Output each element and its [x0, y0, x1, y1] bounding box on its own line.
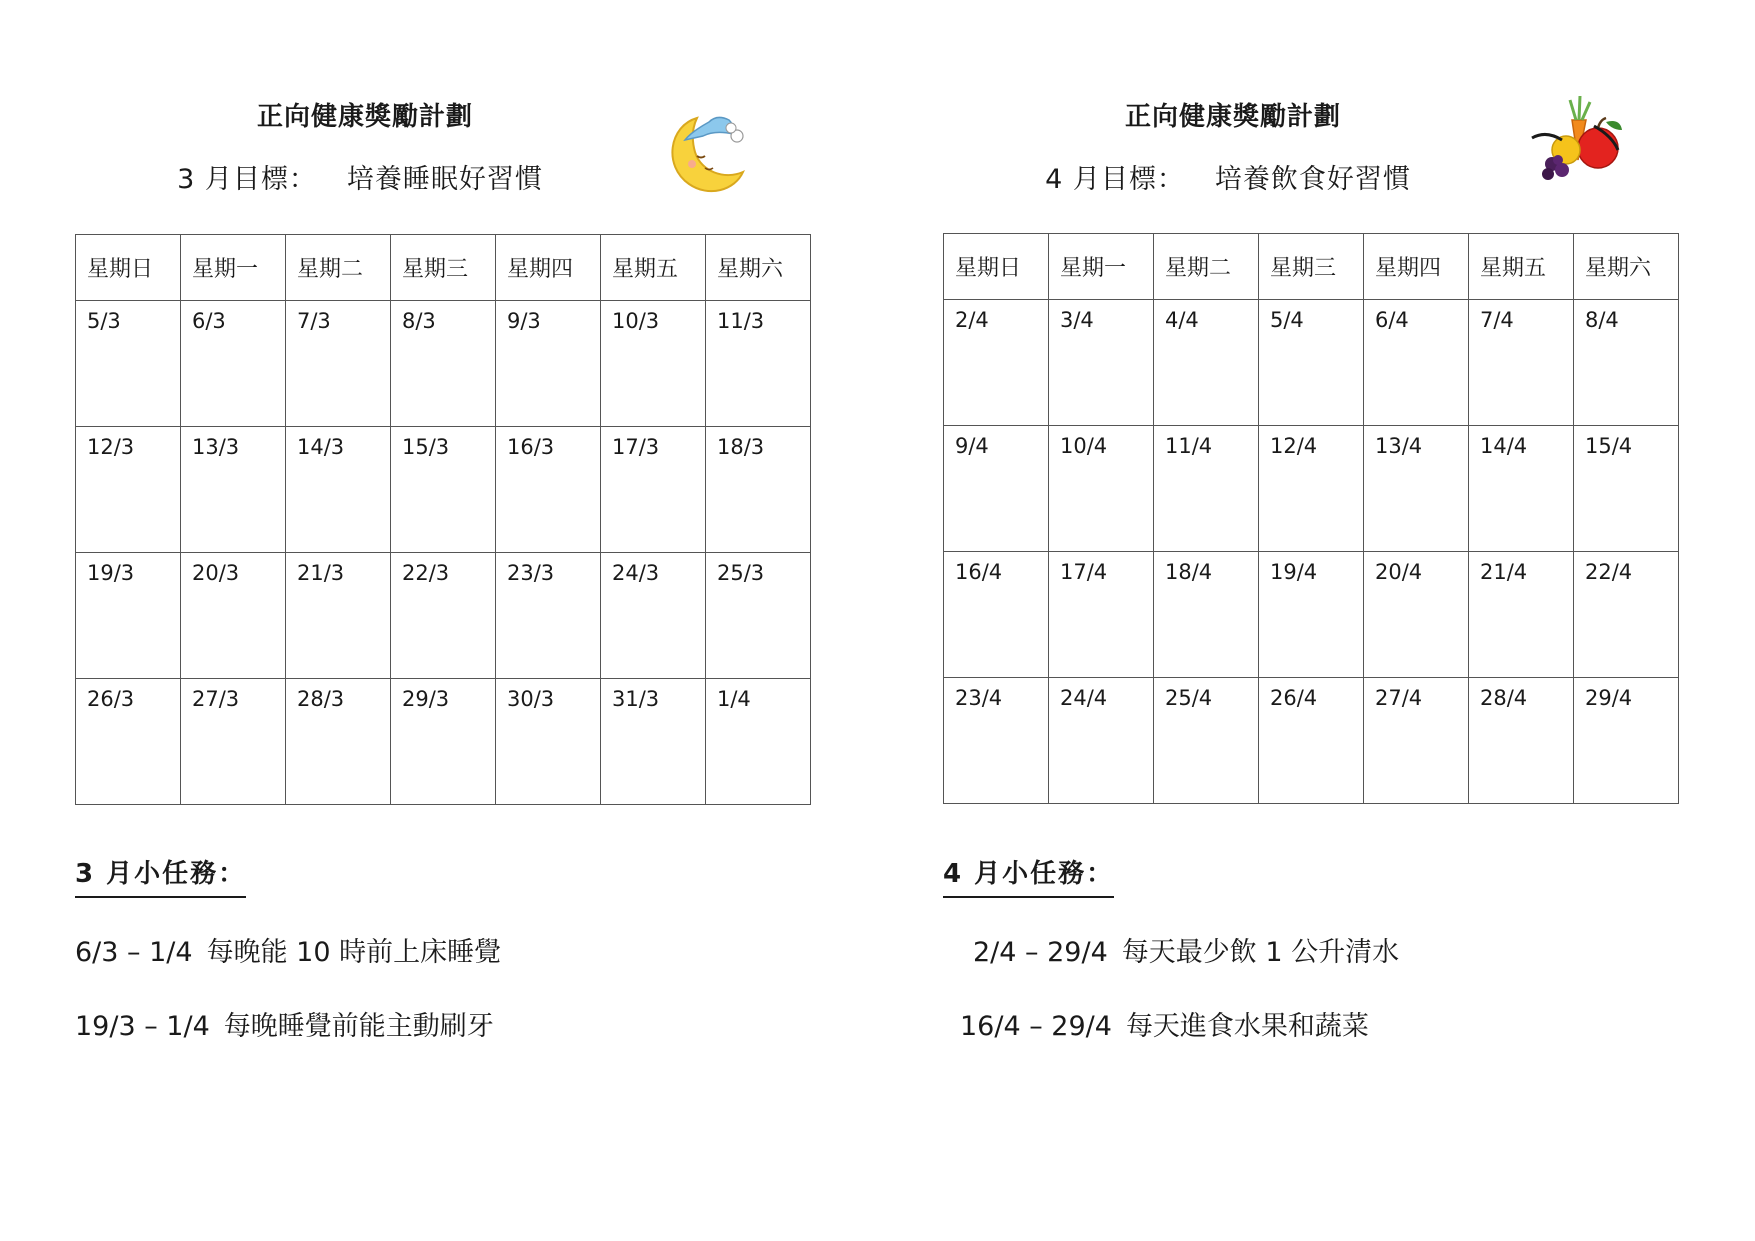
mini-task-item: [960, 1004, 1369, 1043]
date-cell: 24/4: [1049, 678, 1154, 804]
date-cell: 21/4: [1469, 552, 1574, 678]
date-cell: 13/3: [181, 427, 286, 553]
date-cell: 5/4: [1259, 300, 1364, 426]
date-cell: 4/4: [1154, 300, 1259, 426]
date-cell: 15/3: [391, 427, 496, 553]
date-cell: 20/4: [1364, 552, 1469, 678]
weekday-wed: 星期三: [391, 235, 496, 301]
week-row: [76, 553, 811, 679]
date-cell: 17/4: [1049, 552, 1154, 678]
weekday-mon: 星期一: [181, 235, 286, 301]
date-cell: 24/3: [601, 553, 706, 679]
week-row: [944, 678, 1679, 804]
weekday-header-row: [944, 234, 1679, 300]
date-cell: 10/4: [1049, 426, 1154, 552]
date-cell: 18/4: [1154, 552, 1259, 678]
date-cell: 8/3: [391, 301, 496, 427]
date-cell: 16/4: [944, 552, 1049, 678]
fruit-vegetable-icon: [1526, 90, 1626, 190]
date-cell: 29/4: [1574, 678, 1679, 804]
weekday-sat: 星期六: [706, 235, 811, 301]
date-cell: 3/4: [1049, 300, 1154, 426]
moon-icon: [655, 100, 755, 200]
weekday-thu: 星期四: [1364, 234, 1469, 300]
date-cell: 12/4: [1259, 426, 1364, 552]
monthly-goal: [848, 157, 1608, 196]
task-date-range: 6/3 – 1/4: [75, 937, 193, 968]
date-cell: 7/3: [286, 301, 391, 427]
date-cell: 29/3: [391, 679, 496, 805]
date-cell: 9/4: [944, 426, 1049, 552]
goal-text: 培養睡眠好習慣: [346, 164, 543, 195]
weekday-tue: 星期二: [1154, 234, 1259, 300]
week-row: [76, 427, 811, 553]
date-cell: 27/3: [181, 679, 286, 805]
week-row: [944, 552, 1679, 678]
date-cell: 26/3: [76, 679, 181, 805]
date-cell: 19/4: [1259, 552, 1364, 678]
date-cell: 27/4: [1364, 678, 1469, 804]
date-cell: 16/3: [496, 427, 601, 553]
date-cell: 30/3: [496, 679, 601, 805]
plan-title: 正向健康獎勵計劃: [1124, 102, 1341, 132]
weekday-wed: 星期三: [1259, 234, 1364, 300]
date-cell: 22/4: [1574, 552, 1679, 678]
mini-tasks-title: 4 月小任務：: [943, 853, 1114, 898]
task-text: 每晚睡覺前能主動刷牙: [223, 1011, 494, 1042]
task-date-range: 19/3 – 1/4: [75, 1011, 210, 1042]
weekday-sun: 星期日: [76, 235, 181, 301]
week-row: [76, 679, 811, 805]
mini-task-item: [973, 930, 1399, 969]
date-cell: 5/3: [76, 301, 181, 427]
weekday-tue: 星期二: [286, 235, 391, 301]
weekday-sat: 星期六: [1574, 234, 1679, 300]
date-cell: 2/4: [944, 300, 1049, 426]
weekday-fri: 星期五: [601, 235, 706, 301]
task-text: 每天進食水果和蔬菜: [1125, 1011, 1369, 1042]
date-cell: 31/3: [601, 679, 706, 805]
goal-label: 4 月目標：: [1045, 164, 1185, 195]
april-calendar: [943, 233, 1679, 804]
weekday-mon: 星期一: [1049, 234, 1154, 300]
goal-text: 培養飲食好習慣: [1214, 164, 1411, 195]
task-text: 每晚能 10 時前上床睡覺: [206, 937, 502, 968]
date-cell: 1/4: [706, 679, 811, 805]
date-cell: 6/4: [1364, 300, 1469, 426]
weekday-thu: 星期四: [496, 235, 601, 301]
date-cell: 7/4: [1469, 300, 1574, 426]
date-cell: 23/3: [496, 553, 601, 679]
date-cell: 15/4: [1574, 426, 1679, 552]
weekday-sun: 星期日: [944, 234, 1049, 300]
march-panel: [75, 0, 835, 1241]
date-cell: 14/3: [286, 427, 391, 553]
mini-tasks-title: 3 月小任務：: [75, 853, 246, 898]
task-date-range: 16/4 – 29/4: [960, 1011, 1112, 1042]
date-cell: 6/3: [181, 301, 286, 427]
date-cell: 21/3: [286, 553, 391, 679]
date-cell: 17/3: [601, 427, 706, 553]
date-cell: 20/3: [181, 553, 286, 679]
date-cell: 28/4: [1469, 678, 1574, 804]
week-row: [76, 301, 811, 427]
date-cell: 9/3: [496, 301, 601, 427]
week-row: [944, 426, 1679, 552]
mini-task-item: [75, 1004, 494, 1043]
april-panel: [943, 0, 1703, 1241]
task-date-range: 2/4 – 29/4: [973, 937, 1108, 968]
date-cell: 14/4: [1469, 426, 1574, 552]
goal-label: 3 月目標：: [177, 164, 317, 195]
march-calendar: [75, 234, 811, 805]
monthly-goal: [0, 157, 740, 196]
mini-task-item: [75, 930, 501, 969]
date-cell: 8/4: [1574, 300, 1679, 426]
task-text: 每天最少飲 1 公升清水: [1121, 937, 1400, 968]
plan-title: 正向健康獎勵計劃: [256, 102, 473, 132]
date-cell: 10/3: [601, 301, 706, 427]
date-cell: 11/3: [706, 301, 811, 427]
date-cell: 11/4: [1154, 426, 1259, 552]
date-cell: 25/3: [706, 553, 811, 679]
date-cell: 25/4: [1154, 678, 1259, 804]
week-row: [944, 300, 1679, 426]
date-cell: 28/3: [286, 679, 391, 805]
date-cell: 13/4: [1364, 426, 1469, 552]
weekday-fri: 星期五: [1469, 234, 1574, 300]
weekday-header-row: [76, 235, 811, 301]
date-cell: 18/3: [706, 427, 811, 553]
date-cell: 19/3: [76, 553, 181, 679]
date-cell: 22/3: [391, 553, 496, 679]
date-cell: 12/3: [76, 427, 181, 553]
date-cell: 26/4: [1259, 678, 1364, 804]
date-cell: 23/4: [944, 678, 1049, 804]
